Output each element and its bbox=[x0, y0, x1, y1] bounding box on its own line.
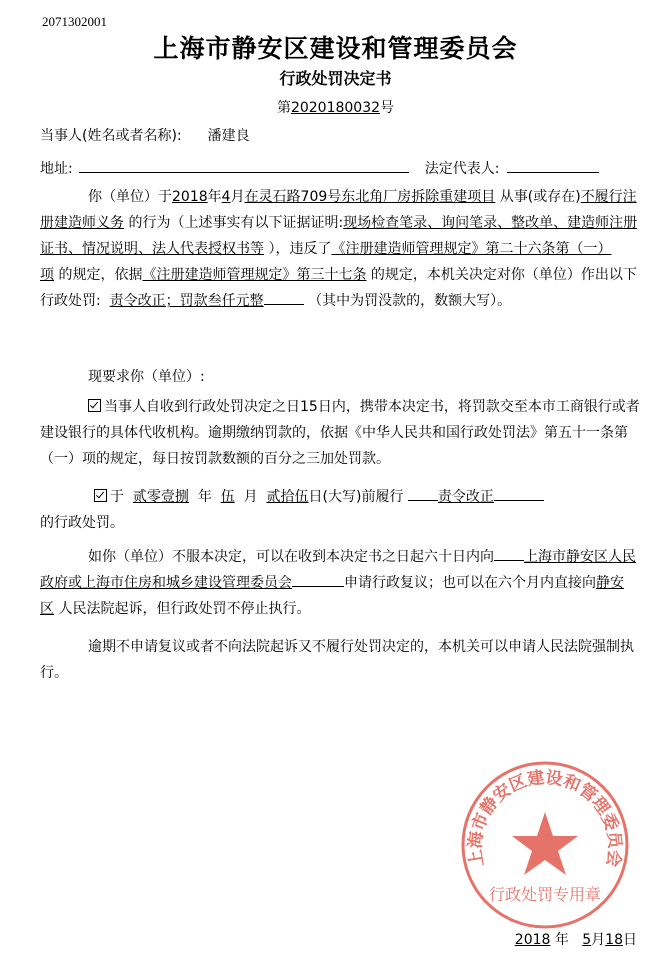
violated-law: 《注册建造师管理规定》第二十六条第（一）项 bbox=[40, 241, 612, 283]
rep-label: 法定代表人: bbox=[424, 161, 500, 177]
document-id: 2071302001 bbox=[42, 14, 107, 29]
item1-text: 当事人自收到行政处罚决定之日15日内，携带本决定书，将罚款交至本市工商银行或者建设银行的具体代收机构。逾期缴纳罚款的，依据《中华人民共和国行政处罚法》第五十一条第（一）项的规定，每日按罚款数额的百分之三加处罚款。 bbox=[40, 399, 640, 467]
body-text: 年 bbox=[207, 189, 222, 205]
address-label: 地址: bbox=[40, 161, 73, 177]
body-text: 月 bbox=[230, 189, 245, 205]
address-line bbox=[40, 158, 599, 179]
deadline-day: 贰拾伍 bbox=[266, 489, 309, 505]
org-blank bbox=[494, 546, 524, 561]
enforcement-text: 逾期不申请复议或者不向法院起诉又不履行处罚决定的，本机关可以申请人民法院强制执行。 bbox=[40, 639, 634, 681]
org-blank bbox=[292, 572, 344, 587]
rep-blank bbox=[507, 158, 599, 173]
date-year: 2018 bbox=[514, 932, 551, 948]
date-month: 5 bbox=[582, 932, 592, 948]
docno-suffix: 号 bbox=[380, 100, 395, 116]
body-text: 你（单位）于 bbox=[88, 189, 172, 205]
deadline-month: 伍 bbox=[220, 489, 235, 505]
evidence-list: 现场检查笔录、询问笔录、整改单、建造师注册证书、情况说明、法人代表授权书等 bbox=[40, 215, 638, 257]
body-text: 日(大写)前履行 bbox=[308, 489, 404, 505]
action-blank bbox=[494, 486, 544, 501]
seal-inner-text: 行政处罚专用章 bbox=[488, 885, 602, 904]
basis-law: 《注册建造师管理规定》第三十七条 bbox=[142, 267, 367, 283]
party-label: 当事人(姓名或者名称): bbox=[40, 128, 182, 144]
body-text: 于 bbox=[110, 489, 124, 505]
address-blank bbox=[79, 158, 409, 173]
penalty-amount: 责令改正；罚款叁仟元整 bbox=[109, 293, 264, 309]
requirement-item-1 bbox=[40, 394, 640, 472]
issuer-title: 上海市静安区建设和管理委员会 bbox=[153, 34, 518, 63]
deadline-year: 贰零壹捌 bbox=[132, 489, 189, 505]
body-text: （其中为罚没款的，数额大写）。 bbox=[308, 293, 512, 309]
checkbox-checked-icon bbox=[94, 489, 107, 502]
body-text: 年 bbox=[197, 489, 212, 505]
requirement-item-2 bbox=[40, 484, 640, 536]
appeal-organization: 上海市静安区人民政府或上海市住房和城乡建设管理委员会 bbox=[40, 549, 636, 591]
violation-month: 4 bbox=[221, 189, 231, 205]
date-unit: 月 bbox=[591, 932, 606, 948]
body-text: 的行政处罚。 bbox=[40, 515, 124, 531]
seal-star-icon bbox=[512, 812, 578, 875]
violation-place: 在灵石路709号东北角厂房拆除重建项目 bbox=[244, 189, 496, 205]
party-line bbox=[40, 126, 250, 146]
requirement-label-row bbox=[40, 364, 640, 390]
body-text: 的行为（上述事实有以下证据证明: bbox=[128, 215, 344, 231]
body-text: 月 bbox=[243, 489, 258, 505]
official-seal bbox=[460, 760, 630, 930]
document-subtitle: 行政处罚决定书 bbox=[279, 69, 392, 88]
issue-date bbox=[515, 929, 637, 949]
body-text: 的规定，本机关决定对你（单位）作出以下行政处罚: bbox=[40, 267, 637, 309]
violation-year: 2018 bbox=[172, 189, 208, 205]
seal-outer-text: 上海市静安区建设和管理委员会 bbox=[465, 767, 625, 869]
body-text: 从事(或存在) bbox=[499, 189, 581, 205]
date-unit: 年 bbox=[554, 932, 569, 948]
requirement-label: 现要求你（单位）: bbox=[88, 369, 205, 385]
appeal-paragraph bbox=[40, 544, 640, 622]
body-text: ），违反了 bbox=[268, 241, 332, 257]
action-blank bbox=[408, 486, 438, 501]
court-name: 静安区 bbox=[40, 575, 624, 617]
body-text: 人民法院起诉，但行政处罚不停止执行。 bbox=[58, 601, 311, 617]
docno-prefix: 第 bbox=[276, 100, 291, 116]
penalty-blank bbox=[264, 290, 304, 305]
required-action: 责令改正 bbox=[437, 489, 494, 505]
decision-body bbox=[40, 184, 640, 314]
document-number bbox=[0, 97, 671, 117]
docno-value: 2020180032 bbox=[290, 100, 381, 116]
body-text: 的规定，依据 bbox=[58, 267, 143, 283]
date-day: 18 bbox=[605, 932, 623, 948]
body-text: 申请行政复议；也可以在六个月内直接向 bbox=[344, 575, 596, 591]
party-name: 潘建良 bbox=[207, 128, 250, 144]
date-unit: 日 bbox=[623, 932, 637, 948]
enforcement-paragraph bbox=[40, 634, 640, 686]
checkbox-checked-icon bbox=[88, 399, 101, 412]
body-text: 如你（单位）不服本决定，可以在收到本决定书之日起六十日内向 bbox=[88, 549, 494, 565]
violation-description: 不履行注册建造师义务 bbox=[40, 189, 637, 231]
